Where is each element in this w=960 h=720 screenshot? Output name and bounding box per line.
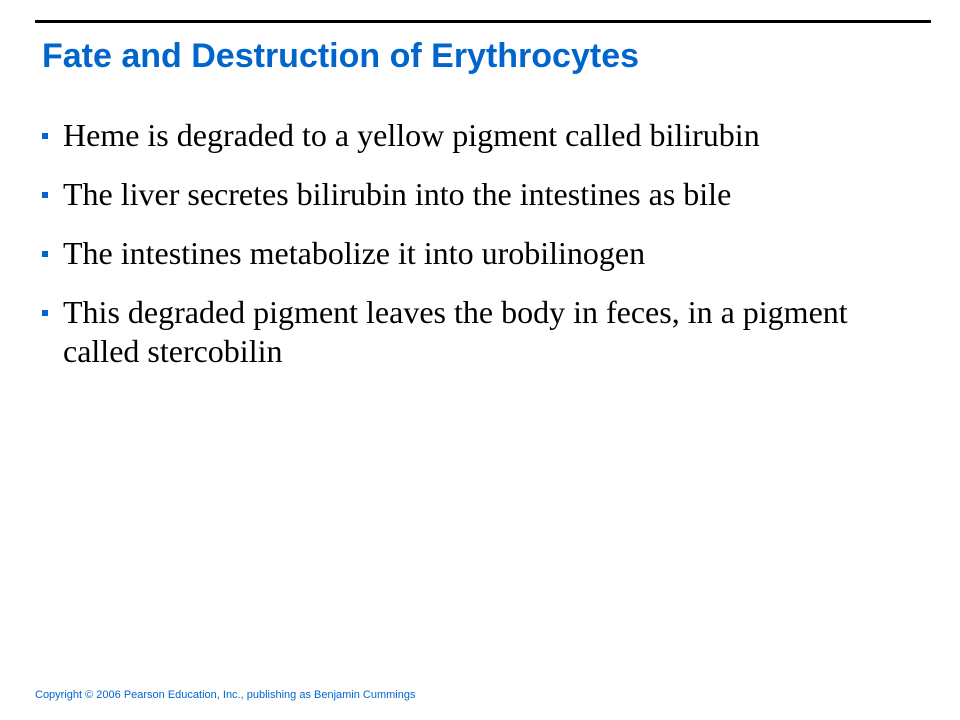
square-bullet-icon [42, 310, 48, 316]
bullet-list [38, 116, 918, 391]
bullet-text: Heme is degraded to a yellow pigment called bilirubin [63, 117, 760, 153]
square-bullet-icon [42, 192, 48, 198]
copyright-footer: Copyright © 2006 Pearson Education, Inc., publishing as Benjamin Cummings [35, 689, 416, 701]
bullet-item [38, 234, 918, 273]
bullet-item [38, 116, 918, 155]
bullet-text: This degraded pigment leaves the body in feces, in a pigment called stercobilin [63, 294, 848, 369]
square-bullet-icon [42, 133, 48, 139]
top-divider-line [35, 20, 931, 23]
bullet-text: The liver secretes bilirubin into the intestines as bile [63, 176, 732, 212]
bullet-item [38, 175, 918, 214]
slide-title: Fate and Destruction of Erythrocytes [42, 37, 640, 75]
bullet-text: The intestines metabolize it into urobilinogen [63, 235, 646, 271]
square-bullet-icon [42, 251, 48, 257]
bullet-item [38, 293, 918, 371]
